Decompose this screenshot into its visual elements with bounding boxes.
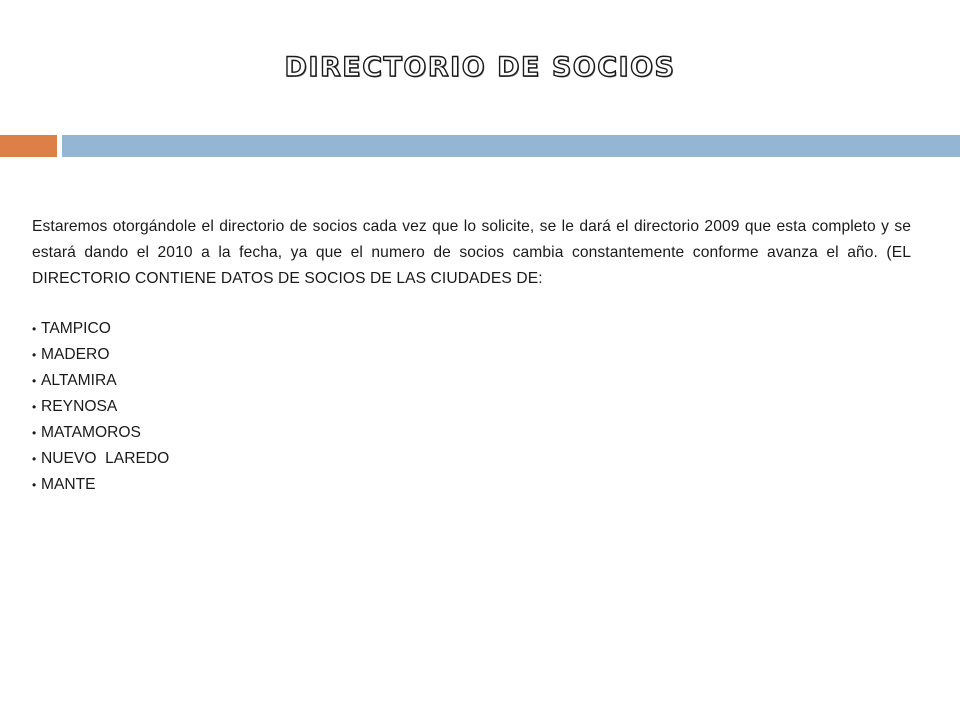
bullet-icon: •	[32, 478, 37, 492]
list-item	[32, 316, 911, 342]
list-item	[32, 420, 911, 446]
bullet-icon: •	[32, 452, 37, 466]
city-list	[32, 316, 911, 498]
city-label: MADERO	[41, 346, 110, 363]
accent-bar	[0, 135, 57, 157]
city-label: MANTE	[41, 476, 96, 493]
list-item	[32, 342, 911, 368]
city-label: MATAMOROS	[41, 424, 141, 441]
bullet-icon: •	[32, 348, 37, 362]
city-label: NUEVO LAREDO	[41, 450, 170, 467]
slide-title: DIRECTORIO DE SOCIOS	[284, 52, 676, 83]
bullet-icon: •	[32, 322, 37, 336]
bullet-icon: •	[32, 400, 37, 414]
list-item	[32, 394, 911, 420]
list-item	[32, 368, 911, 394]
intro-paragraph: Estaremos otorgándole el directorio de socios cada vez que lo solicite, se le dará el directorio 2009 que esta completo y se estará dando el 2010 a la fecha, ya que el numero de socios cambia constantemente conforme avanza el año. (EL DIRECTORIO CONTIENE DATOS DE SOCIOS DE LAS CIUDADES DE:	[32, 218, 911, 287]
list-item	[32, 446, 911, 472]
city-label: REYNOSA	[41, 398, 118, 415]
list-item	[32, 472, 911, 498]
city-label: ALTAMIRA	[41, 372, 117, 389]
city-label: TAMPICO	[41, 320, 111, 337]
bullet-icon: •	[32, 374, 37, 388]
header-bar	[62, 135, 960, 157]
bullet-icon: •	[32, 426, 37, 440]
slide-content	[32, 214, 911, 498]
